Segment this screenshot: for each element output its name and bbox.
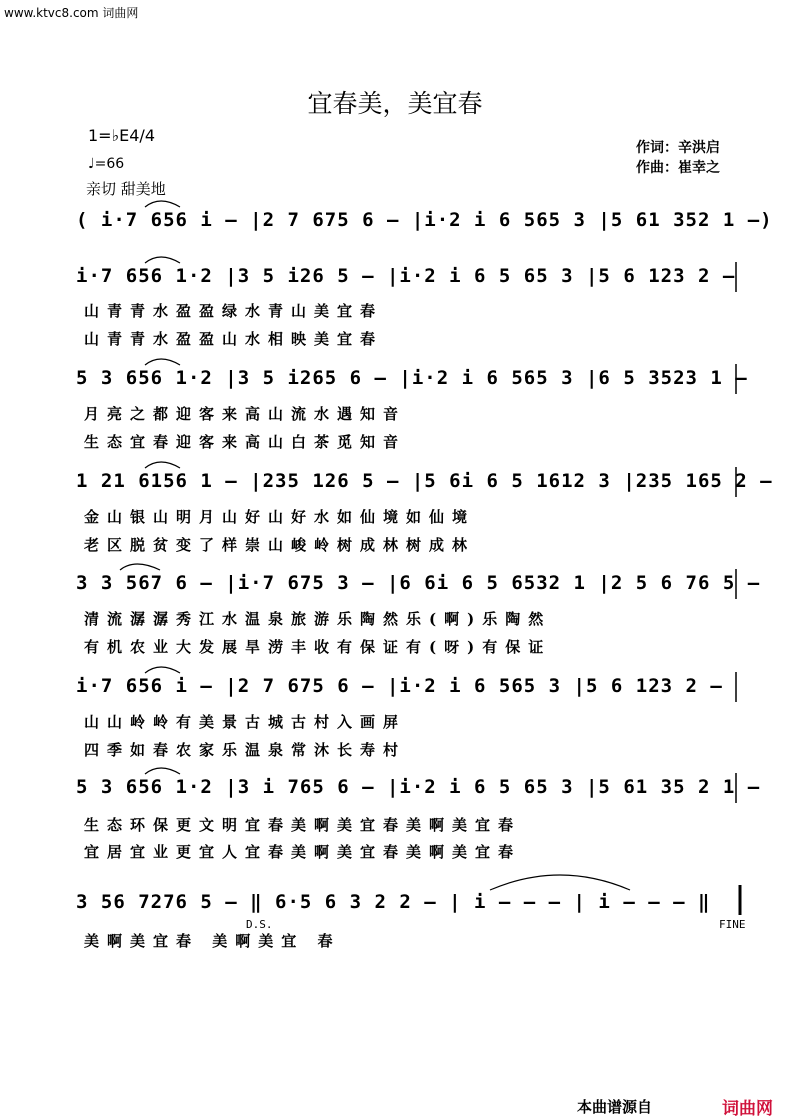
- lyric-row-3-verse-2: 生态宜春迎客来高山白茶觅知音: [84, 433, 407, 451]
- tempo-marking: ♩=66: [88, 156, 125, 172]
- notation-row-1: ( i·7 656 i – |2 7 675 6 – |i·2 i 6 565 3 |5 61 352 1 –): [76, 209, 773, 231]
- slur-row-5: [120, 564, 160, 570]
- lyric-row-7-verse-1: 生态环保更文明宜春美啊美宜春美啊美宜春: [84, 816, 522, 834]
- slur-row-2: [145, 257, 180, 263]
- slur-row-6: [145, 667, 180, 673]
- lyricist-credit: 作词：辛洪启: [636, 140, 720, 156]
- slur-row-1: [145, 201, 180, 207]
- composer-credit: 作曲：崔幸之: [636, 160, 720, 176]
- slur-row-7: [145, 768, 180, 774]
- lyric-row-6-verse-2: 四季如春农家乐温泉常沐长寿村: [84, 741, 407, 759]
- footer-logo[interactable]: 词曲网: [722, 1099, 773, 1119]
- song-title: 宜春美，美宜春: [307, 89, 483, 118]
- footer-source-text: 本曲谱源自: [577, 1098, 653, 1116]
- fine-mark: FINE: [719, 918, 746, 931]
- notation-row-3: 5 3 656 1·2 |3 5 i265 6 – |i·2 i 6 565 3 |6 5 3523 1 –: [76, 367, 748, 389]
- slur-row-3: [145, 359, 180, 365]
- lyric-row-2-verse-1: 山青青水盈盈绿水青山美宜春: [84, 302, 384, 320]
- notation-row-2: i·7 656 1·2 |3 5 i26 5 – |i·2 i 6 5 65 3 |5 6 123 2 –: [76, 265, 736, 287]
- lyric-row-5-verse-2: 有机农业大发展旱涝丰收有保证有(呀)有保证: [84, 638, 552, 656]
- lyric-row-4-verse-2: 老区脱贫变了样崇山峻岭树成林树成林: [84, 536, 476, 554]
- lyric-row-2-verse-2: 山青青水盈盈山水相映美宜春: [84, 330, 384, 348]
- lyric-row-5-verse-1: 清流潺潺秀江水温泉旅游乐陶然乐(啊)乐陶然: [84, 610, 552, 628]
- notation-row-6: i·7 656 i – |2 7 675 6 – |i·2 i 6 565 3 |5 6 123 2 –: [76, 675, 723, 697]
- notation-row-4: 1 21 6156 1 – |235 126 5 – |5 6i 6 5 1612 3 |235 165 2 –: [76, 470, 773, 492]
- lyric-row-7-verse-2: 宜居宜业更宜人宜春美啊美宜春美啊美宜春: [84, 843, 522, 861]
- expression-marking: 亲切 甜美地: [86, 180, 166, 198]
- notation-row-7: 5 3 656 1·2 |3 i 765 6 – |i·2 i 6 5 65 3 |5 61 35 2 1 –: [76, 776, 761, 798]
- notation-row-8: 3 56 7276 5 – ‖ 6·5 6 3 2 2 – | i – – – | i – – – ‖: [76, 891, 711, 913]
- lyric-row-4-verse-1: 金山银山明月山好山好水如仙境如仙境: [84, 508, 476, 526]
- slur-row-4: [145, 462, 180, 468]
- key-signature: 1=♭E4/4: [88, 126, 155, 145]
- lyric-row-3-verse-1: 月亮之都迎客来高山流水遇知音: [84, 405, 407, 423]
- lyric-row-8: 美啊美宜春 美啊美宜 春: [84, 932, 341, 950]
- site-watermark: www.ktvc8.com 词曲网: [4, 6, 139, 20]
- lyric-row-6-verse-1: 山山岭岭有美景古城古村入画屏: [84, 713, 407, 731]
- notation-row-5: 3 3 567 6 – |i·7 675 3 – |6 6i 6 5 6532 1 |2 5 6 76 5 –: [76, 572, 761, 594]
- ds-mark: D.S.: [246, 918, 273, 931]
- tie-row-8: [490, 875, 630, 890]
